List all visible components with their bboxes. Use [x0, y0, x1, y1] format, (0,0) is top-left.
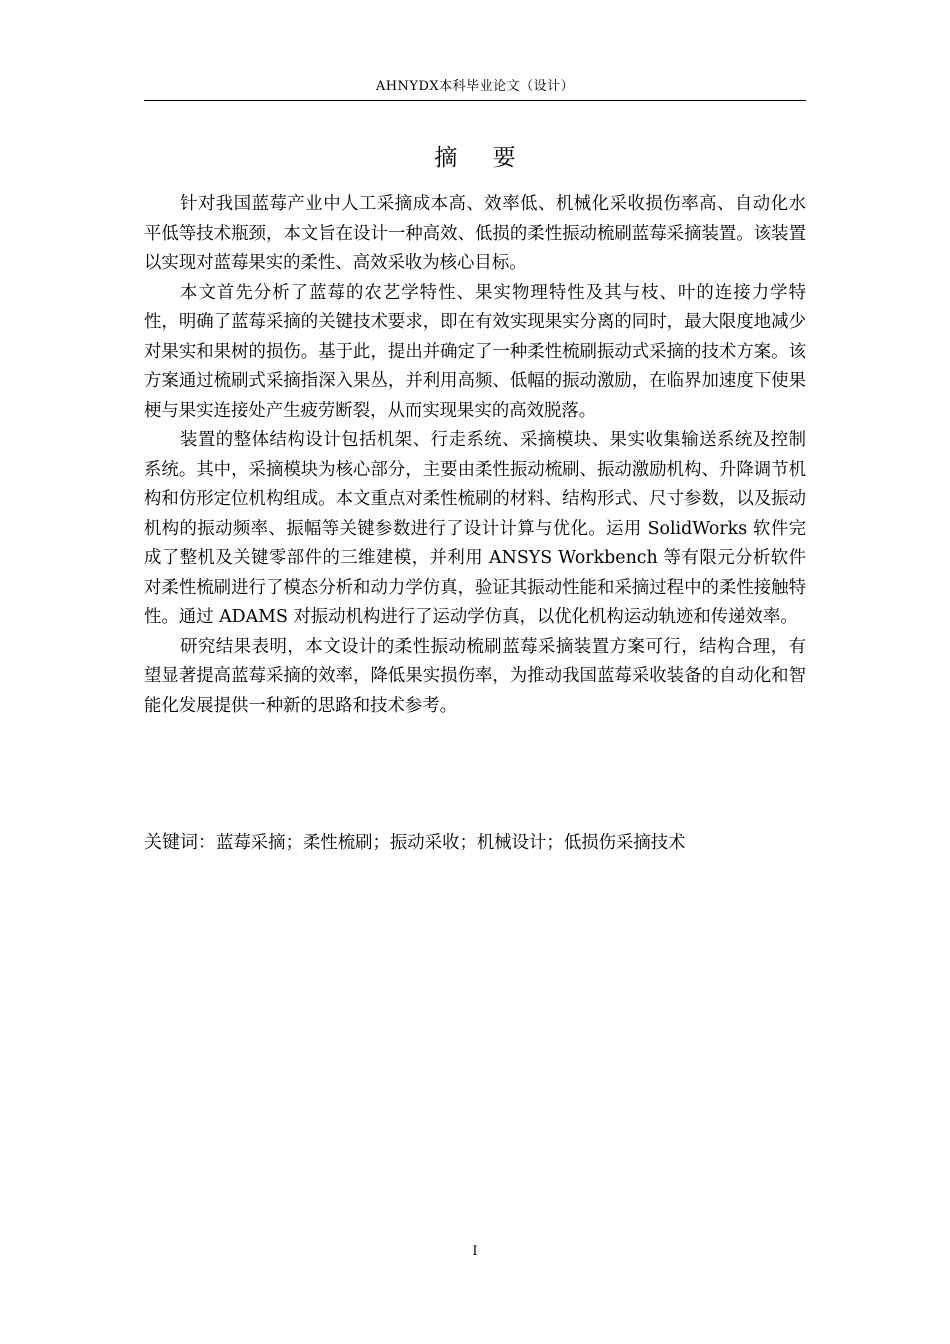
- abstract-paragraph: 研究结果表明，本文设计的柔性振动梳刷蓝莓采摘装置方案可行，结构合理，有望显著提高蓝莓采摘的效率，降低果实损伤率，为推动我国蓝莓采收装备的自动化和智能化发展提供一种新的思路和技术参考。: [144, 636, 806, 716]
- abstract-paragraph: 本文首先分析了蓝莓的农艺学特性、果实物理特性及其与枝、叶的连接力学特性，明确了蓝莓采摘的关键技术要求，即在有效实现果实分离的同时，最大限度地减少对果实和果树的损伤。基于此，提出并确定了一种柔性梳刷振动式采摘的技术方案。该方案通过梳刷式采摘指深入果丛，并利用高频、低幅的振动激励，在临界加速度下使果梗与果实连接处产生疲劳断裂，从而实现果实的高效脱落。: [144, 282, 806, 421]
- keywords-label: 关键词：: [144, 832, 216, 853]
- abstract-body: [144, 190, 806, 721]
- abstract-title: 摘 要: [434, 145, 530, 171]
- page-number: I: [472, 1244, 478, 1259]
- page-header: AHNYDX本科毕业论文（设计）: [375, 79, 575, 94]
- abstract-paragraph: 针对我国蓝莓产业中人工采摘成本高、效率低、机械化采收损伤率高、自动化水平低等技术瓶颈，本文旨在设计一种高效、低损的柔性振动梳刷蓝莓采摘装置。该装置以实现对蓝莓果实的柔性、高效采收为核心目标。: [144, 194, 806, 273]
- keywords: [144, 828, 806, 858]
- header-divider: [144, 100, 806, 101]
- keywords-text: 蓝莓采摘；柔性梳刷；振动采收；机械设计；低损伤采摘技术: [216, 833, 686, 853]
- abstract-paragraph: 装置的整体结构设计包括机架、行走系统、采摘模块、果实收集输送系统及控制系统。其中，采摘模块为核心部分，主要由柔性振动梳刷、振动激励机构、升降调节机构和仿形定位机构组成。本文重点对柔性梳刷的材料、结构形式、尺寸参数，以及振动机构的振动频率、振幅等关键参数进行了设计计算与优化。运用 SolidWorks 软件完成了整机及关键零部件的三维建模，并利用 ANSYS Workbench 等有限元分析软件对柔性梳刷进行了模态分析和动力学仿真，验证其振动性能和采摘过程中的柔性接触特性。通过 ADAMS 对振动机构进行了运动学仿真，以优化机构运动轨迹和传递效率。: [144, 430, 806, 627]
